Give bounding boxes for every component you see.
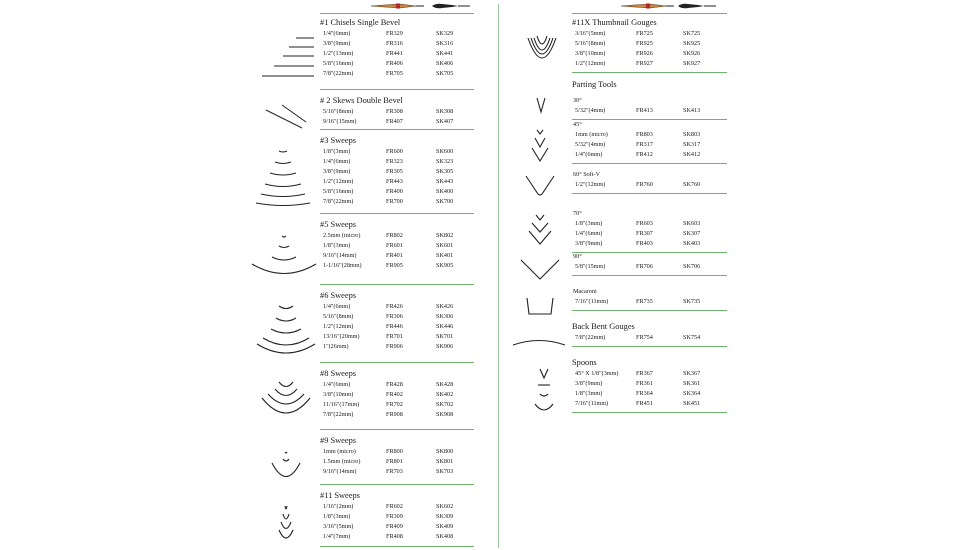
sk-code: SK802 <box>436 232 454 239</box>
sk-code: SK706 <box>683 263 701 270</box>
size-label: 1/2"(13mm) <box>323 50 354 57</box>
size-label: 45° X 1/8"(3mm) <box>575 370 619 377</box>
fr-code: FR601 <box>386 242 403 249</box>
handle-stubby-icon <box>678 4 716 9</box>
subsection <box>572 96 727 116</box>
product-row <box>320 157 474 167</box>
product-row <box>320 39 474 49</box>
product-row <box>572 389 727 399</box>
size-label: 7/16"(11mm) <box>575 298 609 305</box>
angle-label: Macaroni <box>573 288 597 295</box>
sweep-8-profile-icon <box>262 382 310 413</box>
product-row <box>320 187 474 197</box>
section <box>320 136 474 207</box>
product-row <box>320 410 474 420</box>
spoon-profile-icon <box>535 369 553 410</box>
product-row <box>320 107 474 117</box>
fr-code: FR406 <box>386 60 403 67</box>
product-row <box>572 333 727 343</box>
fr-code: FR409 <box>386 523 403 530</box>
sk-code: SK367 <box>683 370 701 377</box>
sk-code: SK428 <box>436 381 454 388</box>
section <box>572 358 727 409</box>
sk-code: SK760 <box>683 181 701 188</box>
size-label: 7/8"(22mm) <box>323 198 354 205</box>
sweep-5-profile-icon <box>252 236 316 274</box>
product-row <box>320 117 474 127</box>
subsection-label <box>572 252 727 262</box>
product-row <box>320 447 474 457</box>
size-label: 1/2"(12mm) <box>323 323 354 330</box>
fr-code: FR451 <box>636 400 653 407</box>
fr-code: FR309 <box>386 513 403 520</box>
sk-code: SK426 <box>436 303 454 310</box>
sk-code: SK361 <box>683 380 701 387</box>
section-rule <box>572 310 727 311</box>
product-row <box>320 231 474 241</box>
size-label: 7/8"(22mm) <box>575 334 606 341</box>
section-rule <box>572 13 727 14</box>
section-rule <box>320 129 474 130</box>
sk-code: SK323 <box>436 158 454 165</box>
size-label: 9/16"(14mm) <box>323 252 357 259</box>
section-rule <box>320 429 474 430</box>
section <box>572 80 727 91</box>
sk-code: SK317 <box>683 141 701 148</box>
fr-code: FR361 <box>636 380 653 387</box>
size-label: 1/4"(7mm) <box>323 533 351 540</box>
section <box>572 322 727 343</box>
size-label: 1mm (micro) <box>323 448 356 455</box>
angle-label: 90° <box>573 253 582 260</box>
size-label: 7/8"(22mm) <box>323 411 354 418</box>
fr-code: FR803 <box>636 131 653 138</box>
size-label: 1/4"(6mm) <box>323 30 351 37</box>
section-rule <box>320 284 474 285</box>
section-title: #3 Sweeps <box>320 136 357 145</box>
fr-code: FR407 <box>386 118 403 125</box>
fr-code: FR908 <box>386 411 403 418</box>
size-label: 3/8"(9mm) <box>323 168 351 175</box>
product-row <box>320 147 474 157</box>
fr-code: FR364 <box>636 390 653 397</box>
fr-code: FR306 <box>386 313 403 320</box>
section-title: #8 Sweeps <box>320 369 357 378</box>
size-label: 9/16"(14mm) <box>323 468 357 475</box>
product-row <box>572 379 727 389</box>
fr-code: FR927 <box>636 60 653 67</box>
sk-code: SK406 <box>436 60 454 67</box>
product-row <box>320 467 474 477</box>
fr-code: FR760 <box>636 181 653 188</box>
fr-code: FR802 <box>386 232 403 239</box>
subsection <box>572 170 727 190</box>
sk-code: SK705 <box>436 70 454 77</box>
sk-code: SK308 <box>436 108 454 115</box>
product-row <box>320 241 474 251</box>
section <box>572 18 727 69</box>
product-row <box>320 69 474 79</box>
product-row <box>320 522 474 532</box>
sweep-3-profile-icon <box>256 151 310 206</box>
sk-code: SK329 <box>436 30 454 37</box>
sk-code: SK800 <box>436 448 454 455</box>
size-label: 13/16"(20mm) <box>323 333 360 340</box>
size-label: 1/2"(12mm) <box>323 178 354 185</box>
sk-code: SK409 <box>436 523 454 530</box>
section <box>320 369 474 420</box>
section-rule <box>572 163 727 164</box>
size-label: 1/4"(6mm) <box>575 151 603 158</box>
size-label: 5/32"(4mm) <box>575 107 606 114</box>
sk-code: SK306 <box>436 313 454 320</box>
size-label: 3/8"(9mm) <box>575 240 603 247</box>
size-label: 3/8"(9mm) <box>575 380 603 387</box>
fr-code: FR317 <box>636 141 653 148</box>
section-rule <box>572 275 727 276</box>
product-row <box>572 130 727 140</box>
product-row <box>320 532 474 542</box>
section-title: # 2 Skews Double Bevel <box>320 96 403 105</box>
sk-code: SK402 <box>436 391 454 398</box>
sk-code: SK309 <box>436 513 454 520</box>
sk-code: SK443 <box>436 178 454 185</box>
sk-code: SK441 <box>436 50 454 57</box>
fr-code: FR323 <box>386 158 403 165</box>
product-row <box>320 49 474 59</box>
sweep-6-profile-icon <box>257 306 315 353</box>
size-label: 1.5mm (micro) <box>323 458 361 465</box>
subsection <box>572 287 727 307</box>
size-label: 5/16"(8mm) <box>323 108 354 115</box>
sk-code: SK700 <box>436 198 454 205</box>
section <box>320 291 474 352</box>
size-label: 9/16"(15mm) <box>323 118 357 125</box>
fr-code: FR735 <box>636 298 653 305</box>
v-parting-60-icon <box>526 176 554 195</box>
fr-code: FR926 <box>636 50 653 57</box>
subsection <box>572 120 727 160</box>
sk-code: SK926 <box>683 50 701 57</box>
fr-code: FR400 <box>386 188 403 195</box>
handle-stubby-icon <box>432 4 470 9</box>
size-label: 1/4"(6mm) <box>323 381 351 388</box>
product-row <box>320 197 474 207</box>
size-label: 1/8"(3mm) <box>323 242 351 249</box>
product-row <box>572 369 727 379</box>
sk-code: SK412 <box>683 151 701 158</box>
product-row <box>320 312 474 322</box>
sk-code: SK407 <box>436 118 454 125</box>
size-label: 7/16"(11mm) <box>575 400 609 407</box>
product-row <box>320 251 474 261</box>
sk-code: SK364 <box>683 390 701 397</box>
section-title: #6 Sweeps <box>320 291 357 300</box>
sk-code: SK602 <box>436 503 454 510</box>
product-row <box>320 512 474 522</box>
product-row <box>572 49 727 59</box>
size-label: 3/16"(5mm) <box>323 523 354 530</box>
angle-label: 30° <box>573 97 582 104</box>
section-title: #11 Sweeps <box>320 491 360 500</box>
size-label: 3/16"(5mm) <box>575 30 606 37</box>
product-row <box>320 457 474 467</box>
sweep-11-profile-icon <box>279 506 293 538</box>
size-label: 1/8"(3mm) <box>323 513 351 520</box>
section-rule <box>320 362 474 363</box>
sk-code: SK451 <box>683 400 701 407</box>
sk-code: SK803 <box>683 131 701 138</box>
sk-code: SK927 <box>683 60 701 67</box>
product-row <box>320 59 474 69</box>
angle-label: 70° <box>573 210 582 217</box>
fr-code: FR906 <box>386 343 403 350</box>
sk-code: SK735 <box>683 298 701 305</box>
subsection-label <box>572 96 727 106</box>
product-row <box>320 177 474 187</box>
sk-code: SK703 <box>436 468 454 475</box>
section-rule <box>320 546 474 547</box>
size-label: 1/8"(3mm) <box>575 220 603 227</box>
sk-code: SK408 <box>436 533 454 540</box>
sk-code: SK446 <box>436 323 454 330</box>
fr-code: FR701 <box>386 333 403 340</box>
subsection-label <box>572 170 727 180</box>
product-row <box>320 261 474 271</box>
product-row <box>320 167 474 177</box>
section-title: Back Bent Gouges <box>572 322 635 331</box>
fr-code: FR602 <box>386 503 403 510</box>
product-row <box>572 106 727 116</box>
section-rule <box>320 13 474 14</box>
product-row <box>572 297 727 307</box>
sk-code: SK316 <box>436 40 454 47</box>
product-row <box>572 262 727 272</box>
skew-profile-icon <box>266 105 306 128</box>
sk-code: SK906 <box>436 343 454 350</box>
product-row <box>572 59 727 69</box>
fr-code: FR754 <box>636 334 653 341</box>
sk-code: SK908 <box>436 411 454 418</box>
fr-code: FR441 <box>386 50 403 57</box>
product-row <box>320 29 474 39</box>
fr-code: FR700 <box>386 198 403 205</box>
size-label: 5/32"(4mm) <box>575 141 606 148</box>
sk-code: SK603 <box>683 220 701 227</box>
fr-code: FR706 <box>636 263 653 270</box>
section <box>320 220 474 271</box>
section <box>320 491 474 542</box>
size-label: 1-1/16"(28mm) <box>323 262 362 269</box>
sk-code: SK905 <box>436 262 454 269</box>
section <box>320 96 474 127</box>
size-label: 1/8"(3mm) <box>575 390 603 397</box>
product-row <box>320 390 474 400</box>
sk-code: SK413 <box>683 107 701 114</box>
fr-code: FR412 <box>636 151 653 158</box>
section <box>320 436 474 477</box>
product-row <box>320 322 474 332</box>
product-row <box>572 29 727 39</box>
sk-code: SK403 <box>683 240 701 247</box>
sk-code: SK600 <box>436 148 454 155</box>
subsection-label <box>572 287 727 297</box>
size-label: 1/4"(6mm) <box>323 158 351 165</box>
sk-code: SK754 <box>683 334 701 341</box>
fr-code: FR413 <box>636 107 653 114</box>
size-label: 2.5mm (micro) <box>323 232 361 239</box>
fr-code: FR725 <box>636 30 653 37</box>
size-label: 1/4"(6mm) <box>323 303 351 310</box>
section-rule <box>572 346 727 347</box>
section-rule <box>320 89 474 90</box>
size-label: 5/8"(16mm) <box>323 60 354 67</box>
sk-code: SK702 <box>436 401 454 408</box>
fr-code: FR329 <box>386 30 403 37</box>
product-row <box>572 180 727 190</box>
subsection-label <box>572 209 727 219</box>
size-label: 5/16"(8mm) <box>323 313 354 320</box>
subsection <box>572 209 727 249</box>
fr-code: FR925 <box>636 40 653 47</box>
fr-code: FR367 <box>636 370 653 377</box>
fr-code: FR307 <box>636 230 653 237</box>
angle-label: 45° <box>573 121 582 128</box>
size-label: 1/4"(6mm) <box>575 230 603 237</box>
size-label: 5/16"(8mm) <box>575 40 606 47</box>
fr-code: FR703 <box>386 468 403 475</box>
fr-code: FR308 <box>386 108 403 115</box>
handle-full-icon <box>621 4 674 9</box>
size-label: 1/8"(3mm) <box>323 148 351 155</box>
sk-code: SK305 <box>436 168 454 175</box>
fr-code: FR603 <box>636 220 653 227</box>
section-rule <box>572 193 727 194</box>
fr-code: FR426 <box>386 303 403 310</box>
size-label: 1/16"(2mm) <box>323 503 354 510</box>
sk-code: SK925 <box>683 40 701 47</box>
product-row <box>572 399 727 409</box>
size-label: 1/2"(12mm) <box>575 181 606 188</box>
section-title: #11X Thumbnail Gouges <box>572 18 657 27</box>
sk-code: SK401 <box>436 252 454 259</box>
sk-code: SK701 <box>436 333 454 340</box>
product-row <box>320 400 474 410</box>
fr-code: FR600 <box>386 148 403 155</box>
product-row <box>572 150 727 160</box>
section-rule <box>572 72 727 73</box>
fr-code: FR905 <box>386 262 403 269</box>
sweep-9-profile-icon <box>272 452 300 477</box>
fr-code: FR402 <box>386 391 403 398</box>
product-row <box>320 342 474 352</box>
back-bent-profile-icon <box>513 341 565 346</box>
chisel-profile-icon <box>262 38 314 76</box>
section-title: Parting Tools <box>572 80 617 89</box>
section-rule <box>320 213 474 214</box>
size-label: 3/8"(10mm) <box>323 391 354 398</box>
sk-code: SK601 <box>436 242 454 249</box>
fr-code: FR801 <box>386 458 403 465</box>
fr-code: FR316 <box>386 40 403 47</box>
product-row <box>572 219 727 229</box>
column-divider <box>498 4 499 548</box>
section-rule <box>572 412 727 413</box>
fr-code: FR446 <box>386 323 403 330</box>
product-row <box>320 302 474 312</box>
sk-code: SK307 <box>683 230 701 237</box>
section-title: #5 Sweeps <box>320 220 357 229</box>
product-row <box>320 502 474 512</box>
macaroni-profile-icon <box>527 298 553 314</box>
v-parting-30-icon <box>537 98 545 112</box>
sk-code: SK725 <box>683 30 701 37</box>
v-parting-90-icon <box>521 260 559 279</box>
thumbnail-gouge-profile-icon <box>528 36 556 58</box>
handle-full-icon <box>371 4 424 9</box>
section-rule <box>320 484 474 485</box>
fr-code: FR702 <box>386 401 403 408</box>
fr-code: FR305 <box>386 168 403 175</box>
size-label: 1/2"(12mm) <box>575 60 606 67</box>
fr-code: FR800 <box>386 448 403 455</box>
size-label: 1mm (micro) <box>575 131 608 138</box>
section-title: Spoons <box>572 358 597 367</box>
size-label: 5/8"(16mm) <box>323 188 354 195</box>
product-row <box>320 380 474 390</box>
subsection <box>572 252 727 272</box>
size-label: 11/16"(17mm) <box>323 401 360 408</box>
v-parting-45-icon <box>532 130 548 161</box>
angle-label: 60° Soft-V <box>573 171 601 178</box>
section <box>320 18 474 79</box>
fr-code: FR443 <box>386 178 403 185</box>
size-label: 7/8"(22mm) <box>323 70 354 77</box>
fr-code: FR705 <box>386 70 403 77</box>
fr-code: FR401 <box>386 252 403 259</box>
fr-code: FR408 <box>386 533 403 540</box>
subsection-label <box>572 120 727 130</box>
product-row <box>572 229 727 239</box>
fr-code: FR428 <box>386 381 403 388</box>
size-label: 5/8"(15mm) <box>575 263 606 270</box>
sk-code: SK400 <box>436 188 454 195</box>
product-row <box>572 239 727 249</box>
fr-code: FR403 <box>636 240 653 247</box>
size-label: 3/8"(10mm) <box>575 50 606 57</box>
v-parting-70-icon <box>529 215 551 244</box>
product-row <box>320 332 474 342</box>
size-label: 3/8"(9mm) <box>323 40 351 47</box>
section-title: #9 Sweeps <box>320 436 357 445</box>
product-row <box>572 39 727 49</box>
section-title: #1 Chisels Single Bevel <box>320 18 401 27</box>
sk-code: SK801 <box>436 458 454 465</box>
product-row <box>572 140 727 150</box>
size-label: 1"(26mm) <box>323 343 349 350</box>
